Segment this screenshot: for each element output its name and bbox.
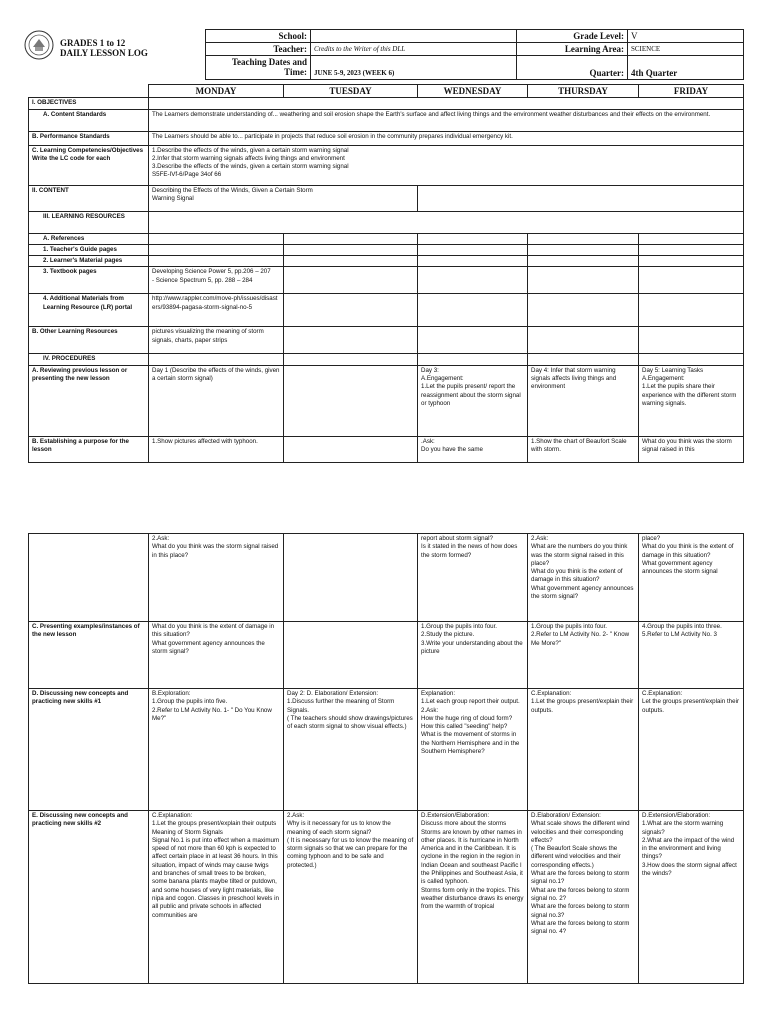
- discuss2-friday: D.Extension/Elaboration: 1.What are the storm warning signals? 2.What are the impact of the wind in the environment and living things? 3.How does the storm signal affect the winds?: [639, 811, 744, 984]
- lesson-table-page2: [28, 533, 744, 984]
- content-label: II. CONTENT: [29, 185, 149, 211]
- review-label: A. Reviewing previous lesson or presenting the new lesson: [29, 365, 149, 436]
- content-standards-label: A. Content Standards: [29, 109, 149, 131]
- school-value: [311, 30, 517, 43]
- purpose-cont-thursday: 2.Ask: What are the numbers do you think was the storm signal raised in this place? What do you think is the extent of damage in this situation? What government agency announces the storm signal?: [528, 534, 639, 622]
- presenting-tuesday: [284, 622, 418, 689]
- textbook-text: Developing Science Power 5, pp.206 – 207 - Science Spectrum 5, pp. 288 – 284: [149, 267, 284, 294]
- purpose-tuesday: [284, 436, 418, 462]
- review-wednesday: Day 3: A.Engagement: 1.Let the pupils present/ report the reassignment about the storm signal or typhoon: [418, 365, 528, 436]
- purpose-cont-tuesday: [284, 534, 418, 622]
- learning-resources-label: III. LEARNING RESOURCES: [29, 211, 149, 233]
- competencies-label: C. Learning Competencies/Objectives Write the LC code for each: [29, 145, 149, 185]
- content-text: Describing the Effects of the Winds, Given a Certain Storm Warning Signal: [149, 185, 418, 211]
- teaching-dates-value: JUNE 5-9, 2023 (WEEK 6): [311, 56, 517, 80]
- additional-materials-text: http://www.rappler.com/move-ph/issues/disasters/93894-pagasa-storm-signal-no-5: [149, 294, 284, 327]
- purpose-label: B. Establishing a purpose for the lesson: [29, 436, 149, 462]
- discuss1-friday: C.Explanation: Let the groups present/explain their outputs.: [639, 689, 744, 811]
- purpose-friday: What do you think was the storm signal raised in this: [639, 436, 744, 462]
- discuss1-thursday: C.Explanation: 1.Let the groups present/explain their outputs.: [528, 689, 639, 811]
- day-header-monday: MONDAY: [149, 85, 284, 98]
- other-resources-text: pictures visualizing the meaning of storm signals, charts, paper strips: [149, 327, 284, 354]
- quarter-value: 4th Quarter: [628, 56, 744, 80]
- discuss2-monday: C.Explanation: 1.Let the groups present/explain their outputs Meaning of Storm Signals Signal No.1 is put into effect when a maximum speed of not more than 60 kph is expected to affect certain place in at least 36 hours. In this situation, impact of winds may cause twigs and branches of small trees to be broken, some banana plants maybe tilted or putdown, and some houses of very light materials, like nipa and cogon. Classes in preschool levels in all public and private schools in affected communities are: [149, 811, 284, 984]
- header-table: [205, 29, 744, 80]
- day-header-thursday: THURSDAY: [528, 85, 639, 98]
- additional-materials-label: 4. Additional Materials from Learning Resource (LR) portal: [29, 294, 149, 327]
- presenting-wednesday: 1.Group the pupils into four. 2.Study the picture. 3.Write your understanding about the picture: [418, 622, 528, 689]
- competencies-text: 1.Describe the effects of the winds, given a certain storm warning signal 2.Infer that storm warning signals affects living things and environment 3.Describe the effects of the winds, given a certain storm warning signal S5FE-IVf-6/Page 34of 66: [149, 145, 744, 185]
- deped-seal: [24, 30, 54, 60]
- presenting-monday: What do you think is the extent of damage in this situation? What government agency announces the storm signal?: [149, 622, 284, 689]
- procedures-label: IV. PROCEDURES: [29, 354, 149, 365]
- objectives-label: I. OBJECTIVES: [29, 98, 149, 109]
- discuss1-monday: B.Exploration: 1.Group the pupils into five. 2.Refer to LM Activity No. 1- " Do You Know Me?": [149, 689, 284, 811]
- discuss1-label: D. Discussing new concepts and practicing new skills #1: [29, 689, 149, 811]
- teacher-label: Teacher:: [206, 43, 311, 56]
- purpose-monday: 1.Show pictures affected with typhoon.: [149, 436, 284, 462]
- teacher-value: Credits to the Writer of this DLL: [311, 43, 517, 56]
- form-title-line1: GRADES 1 to 12: [60, 38, 126, 48]
- review-thursday: Day 4: Infer that storm warning signals affects living things and environment: [528, 365, 639, 436]
- performance-standards-text: The Learners should be able to... participate in projects that reduce soil erosion in the community prepares individual emergency kit.: [149, 131, 744, 145]
- learners-material-label: 2. Learner's Material pages: [29, 256, 149, 267]
- day-header-wednesday: WEDNESDAY: [418, 85, 528, 98]
- teachers-guide-label: 1. Teacher's Guide pages: [29, 244, 149, 255]
- discuss2-wednesday: D.Extension/Elaboration: Discuss more about the storms Storms are known by other names in other places. It is hurricane in North America and in the Caribbean. It is cyclone in the region in the region in Indian Ocean and southeast Pacific l the Philippines and Southeast Asia, it is called typhoon. Storms form only in the tropics. This weather disturbance draws its energy from the warmth of tropical: [418, 811, 528, 984]
- day-header-friday: FRIDAY: [639, 85, 744, 98]
- grade-level-label: Grade Level:: [517, 30, 628, 43]
- quarter-label: Quarter:: [517, 56, 628, 80]
- day-header-tuesday: TUESDAY: [284, 85, 418, 98]
- form-title-line2: DAILY LESSON LOG: [60, 48, 148, 58]
- purpose-cont-monday: 2.Ask: What do you think was the storm signal raised in this place?: [149, 534, 284, 622]
- review-monday: Day 1 (Describe the effects of the winds, given a certain storm signal): [149, 365, 284, 436]
- discuss1-tuesday: Day 2: D. Elaboration/ Extension: 1.Discuss further the meaning of Storm Signals. ( The teachers should show drawings/pictures of each storm signal to show visual effects.): [284, 689, 418, 811]
- content-standards-text: The Learners demonstrate understanding of... weathering and soil erosion shape the Earth's surface and affect living things and the environment weather disturbances and their effects on the environment.: [149, 109, 744, 131]
- review-tuesday: [284, 365, 418, 436]
- school-label: School:: [206, 30, 311, 43]
- discuss2-tuesday: 2.Ask: Why is it necessary for us to know the meaning of each storm signal? ( It is necessary for us to know the meaning of storm signals so that we can prepare for the coming typhoon and to be safe and protected.): [284, 811, 418, 984]
- grade-level-value: V: [628, 30, 744, 43]
- review-friday: Day 5: Learning Tasks A.Engagement: 1.Let the pupils share their experience with the different storm warning signals.: [639, 365, 744, 436]
- discuss1-wednesday: Explanation: 1.Let each group report their output. 2.Ask: How the huge ring of cloud form? How this called "seeding" help? What is the movement of storms in the Northern Hemisphere and in the Southern Hemisphere?: [418, 689, 528, 811]
- purpose-cont-wednesday: report about storm signal? Is it stated in the news of how does the storm formed?: [418, 534, 528, 622]
- presenting-thursday: 1.Group the pupils into four. 2.Refer to LM Activity No. 2- " Know Me More?": [528, 622, 639, 689]
- performance-standards-label: B. Performance Standards: [29, 131, 149, 145]
- learning-area-label: Learning Area:: [517, 43, 628, 56]
- form-title: [60, 38, 148, 58]
- teaching-dates-label: Teaching Dates and Time:: [206, 56, 311, 80]
- textbook-label: 3. Textbook pages: [29, 267, 149, 294]
- learning-area-value: SCIENCE: [628, 43, 744, 56]
- purpose-cont-friday: place? What do you think is the extent of damage in this situation? What government agency announces the storm signal: [639, 534, 744, 622]
- other-resources-label: B. Other Learning Resources: [29, 327, 149, 354]
- purpose-thursday: 1.Show the chart of Beaufort Scale with storm.: [528, 436, 639, 462]
- presenting-friday: 4.Group the pupils into three. 5.Refer to LM Activity No. 3: [639, 622, 744, 689]
- discuss2-label: E. Discussing new concepts and practicing new skills #2: [29, 811, 149, 984]
- discuss2-thursday: D.Elaboration/ Extension: What scale shows the different wind velocities and their corresponding effects? ( The Beaufort Scale shows the different wind velocities and their corresponding effects.) What are the forces belong to storm signal no.1? What are the forces belong to storm signal no. 2? What are the forces belong to storm signal no.3? What are the forces belong to storm signal no. 4?: [528, 811, 639, 984]
- lesson-table-page1: [28, 84, 744, 463]
- references-label: A. References: [29, 233, 149, 244]
- purpose-wednesday: .Ask: Do you have the same: [418, 436, 528, 462]
- presenting-label: C. Presenting examples/instances of the new lesson: [29, 622, 149, 689]
